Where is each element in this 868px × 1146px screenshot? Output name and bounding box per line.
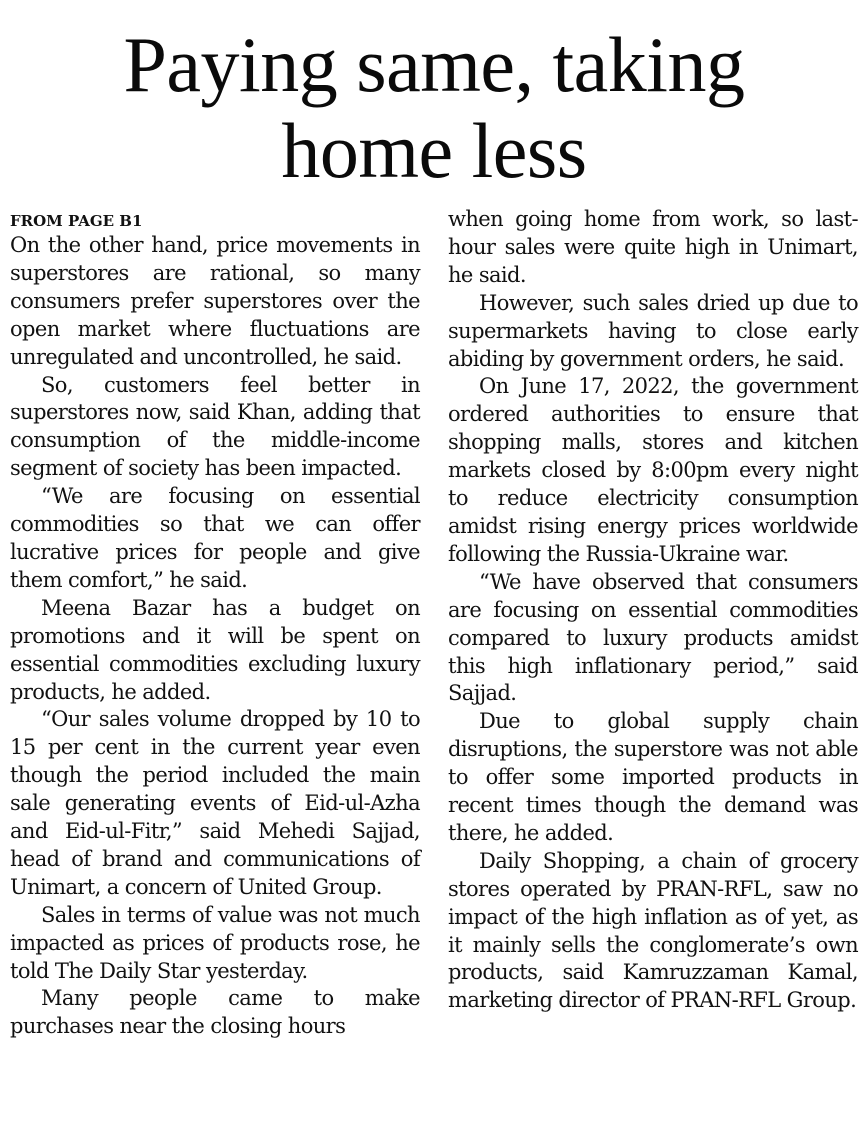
paragraph: Sales in terms of value was not much impacted as prices of products rose, he told The Daily Star yesterday. [10,902,420,983]
paragraph: “We are focusing on essential commodities so that we can offer lucrative prices for people and give them comfort,” he said. [10,484,420,592]
paragraph: when going home from work, so last-hour sales were quite high in Unimart, he said. [448,207,858,287]
paragraph: “We have observed that consumers are focusing on essential commodities compared to luxury products amidst this high inflationary period,” said Sajjad. [448,569,858,706]
paragraph: “Our sales volume dropped by 10 to 15 per cent in the current year even though the period included the main sale generating events of Eid-ul-Azha and Eid-ul-Fitr,” said Mehedi Sajjad, head of brand and communications of Unimart, a concern of United Group. [10,707,420,899]
paragraph: On June 17, 2022, the government ordered authorities to ensure that shopping malls, stores and kitchen markets closed by 8:00pm every night to reduce electricity consumption amidst rising energy prices worldwide following the Russia-Ukraine war. [448,374,858,566]
paragraph: However, such sales dried up due to supermarkets having to close early abiding by government orders, he said. [448,290,858,371]
article-column-left [10,206,420,1041]
paragraph: Many people came to make purchases near the closing hours [10,986,420,1039]
headline-line-2: home less [281,107,587,194]
paragraph: Meena Bazar has a budget on promotions and it will be spent on essential commodities excluding luxury products, he added. [10,595,420,704]
dateline: FROM PAGE B1 [10,212,143,230]
headline [0,22,868,194]
paragraph: So, customers feel better in superstores now, said Khan, adding that consumption of the middle-income segment of society has been impacted. [10,372,420,481]
paragraph: Daily Shopping, a chain of grocery stores operated by PRAN-RFL, saw no impact of the high inflation as of yet, as it mainly sells the conglomerate’s own products, said Kamruzzaman Kamal, marketing director of PRAN-RFL Group. [448,848,858,1013]
paragraph: On the other hand, price movements in superstores are rational, so many consumers prefer superstores over the open market where fluctuations are unregulated and uncontrolled, he said. [10,233,420,369]
headline-line-1: Paying same, taking [123,21,745,108]
article-column-right [448,206,858,1015]
paragraph: Due to global supply chain disruptions, the superstore was not able to offer some imported products in recent times though the demand was there, he added. [448,709,858,845]
